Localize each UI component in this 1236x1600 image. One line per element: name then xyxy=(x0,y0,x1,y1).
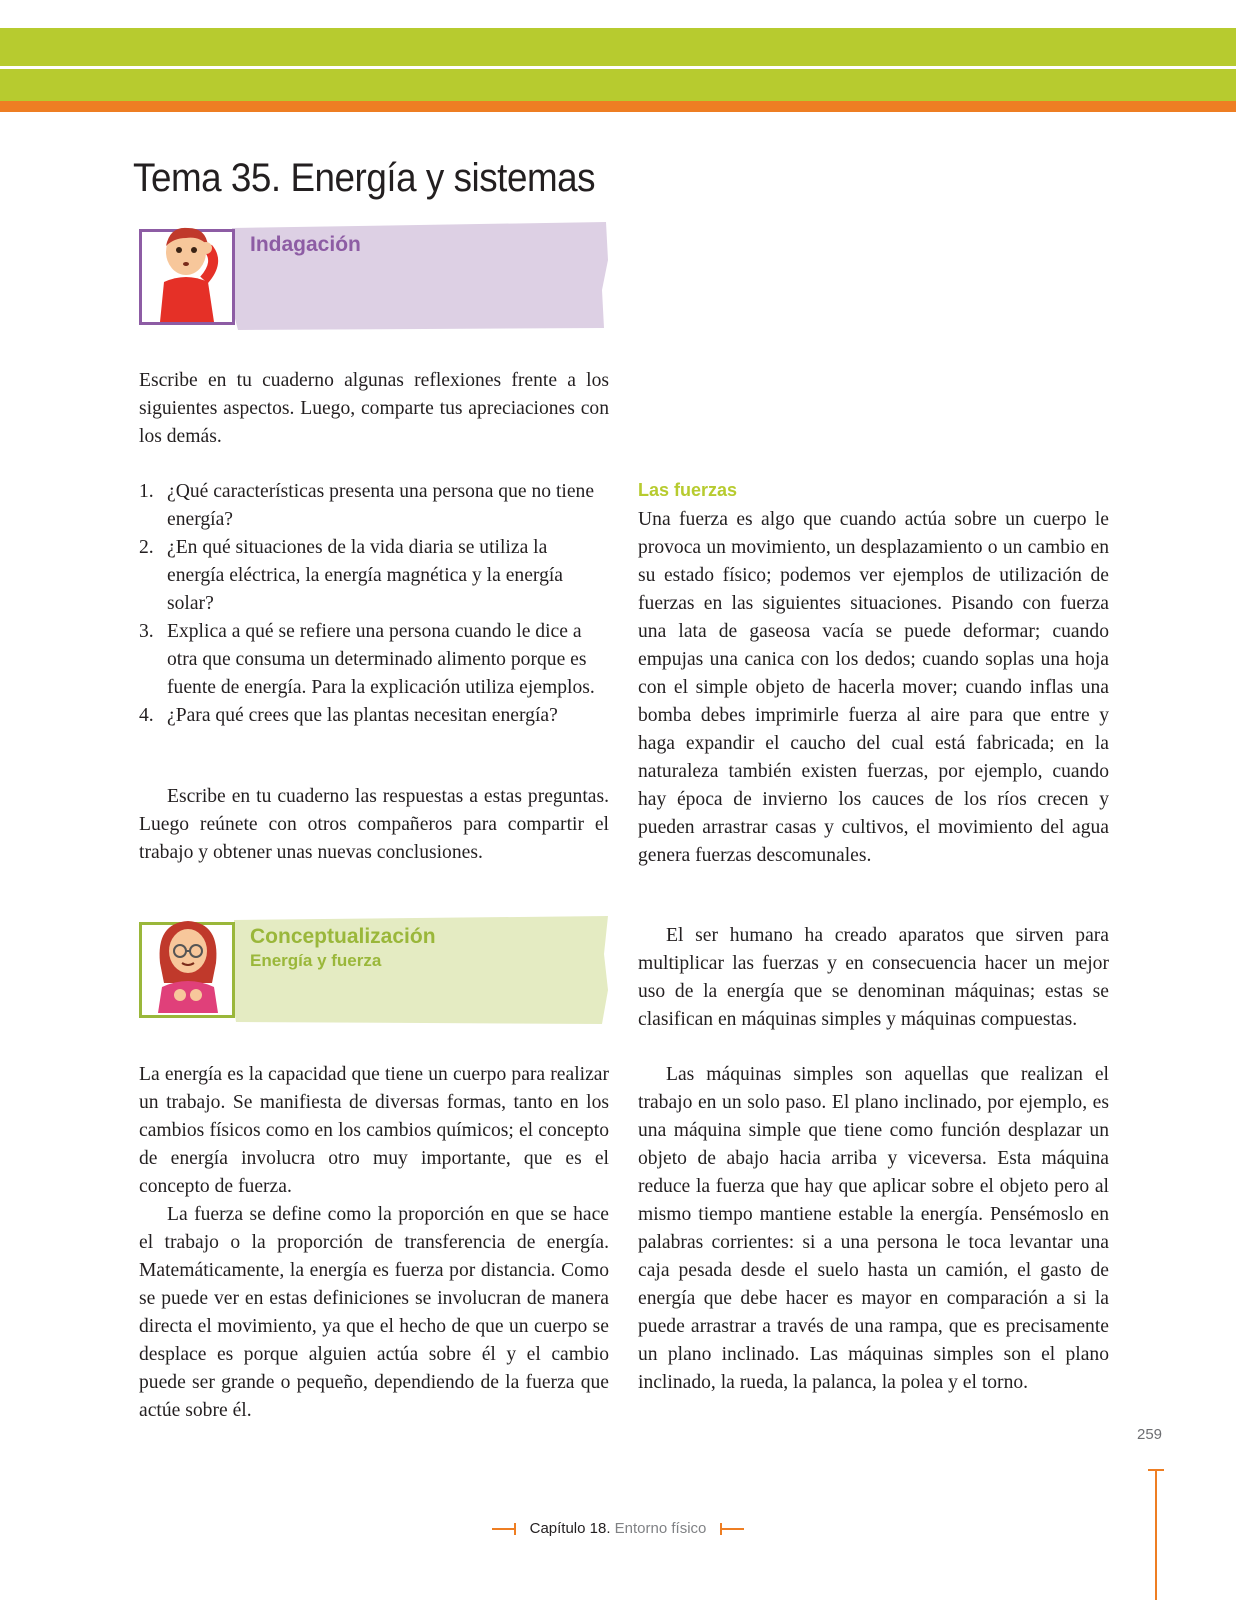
footer-left-dash xyxy=(492,1528,516,1530)
footer-topic: Entorno físico xyxy=(614,1520,707,1537)
conceptualizacion-paragraph-2: La fuerza se define como la proporción en que se hace el trabajo o la proporción de transferencia de energía. Matemáticamente, la energía es fuerza por distancia. Como se puede ver en estas definiciones se involucran de manera directa el movimiento, ya que el hecho de que un cuerpo se desplace es porque alguien actúa sobre él y el cambio puede ser grande o pequeño, dependiendo de la fuerza que actúe sobre él. xyxy=(139,1204,609,1421)
conceptualizacion-subheading: Energía y fuerza xyxy=(250,951,382,970)
fuerzas-paragraph-3: Las máquinas simples son aquellas que realizan el trabajo en un solo paso. El plano inclinado, por ejemplo, es una máquina simple que tiene como función desplazar un objeto de abajo hacia arriba y viceversa. Esta máquina reduce la fuerza que hay que aplicar sobre el objeto pero al mismo tiempo mantiene estable la energía. Pensémoslo en palabras corrientes: si a una persona le toca levantar una caja pesada desde el suelo hasta un camión, el gasto de energía que debe hacer es mayor en comparación a si la puede arrastrar a través de una rampa, que es precisamente un plano inclinado. Las máquinas simples son el plano inclinado, la rueda, la palanca, la polea y el torno. xyxy=(638,1064,1109,1393)
indagacion-closing: Escribe en tu cuaderno las respuestas a estas preguntas. Luego reúnete con otros compañeros para compartir el trabajo y obtener unas nuevas conclusiones. xyxy=(139,786,609,863)
fuerzas-paragraph-2: El ser humano ha creado aparatos que sirven para multiplicar las fuerzas y en consecuencia hacer un mejor uso de la energía que se denominan máquinas; estas se clasifican en máquinas simples y máquinas compuestas. xyxy=(638,925,1109,1030)
conceptualizacion-heading: Conceptualización xyxy=(250,925,436,948)
indagacion-heading: Indagación xyxy=(250,233,361,256)
fuerzas-heading: Las fuerzas xyxy=(638,480,738,500)
conceptualizacion-paragraph-1: La energía es la capacidad que tiene un cuerpo para realizar un trabajo. Se manifiesta de diversas formas, tanto en los cambios físicos como en los cambios químicos; el concepto de energía involucra otro muy importante, que es el concepto de fuerza. xyxy=(139,1064,609,1197)
footer xyxy=(0,1520,1236,1537)
conceptualizacion-avatar-frame xyxy=(139,922,235,1018)
list-item: 1. ¿Qué características presenta una persona que no tiene energía? xyxy=(139,481,595,530)
footer-chapter: Capítulo 18. xyxy=(529,1520,611,1537)
girl-with-glasses-icon xyxy=(142,913,234,1013)
indagacion-avatar-frame xyxy=(139,229,235,325)
page-title: Tema 35. Energía y sistemas xyxy=(133,156,596,200)
indagacion-intro: Escribe en tu cuaderno algunas reflexiones frente a los siguientes aspectos. Luego, comparte tus apreciaciones con los demás. xyxy=(139,370,609,447)
list-item: 3. Explica a qué se refiere una persona cuando le dice a otra que consuma un determinado alimento porque es fuente de energía. Para la explicación utiliza ejemplos. xyxy=(139,621,595,698)
thinking-boy-icon xyxy=(142,222,234,322)
header-band xyxy=(0,28,1236,66)
header-accent-stripe xyxy=(0,101,1236,112)
fuerzas-paragraph-1: Una fuerza es algo que cuando actúa sobre un cuerpo le provoca un movimiento, un desplazamiento o un cambio en su estado físico; podemos ver ejemplos de utilización de fuerzas en las siguientes situaciones. Pisando con fuerza una lata de gaseosa vacía se puede deformar; cuando empujas una canica con los dedos; cuando soplas una hoja con el simple objeto de hacerla mover; cuando inflas una bomba debes imprimirle fuerza al aire para que entre y haga expandir el caucho del cual está fabricada; en la naturaleza también existen fuerzas, por ejemplo, cuando hay época de invierno los cauces de los ríos crecen y pueden arrastrar casas y cultivos, el movimiento del agua genera fuerzas descomunales. xyxy=(638,509,1109,866)
footer-right-dash xyxy=(720,1528,744,1530)
questions-list xyxy=(139,478,609,730)
header-band-lower xyxy=(0,69,1236,101)
list-item: 4. ¿Para qué crees que las plantas necesitan energía? xyxy=(139,705,558,726)
list-item: 2. ¿En qué situaciones de la vida diaria se utiliza la energía eléctrica, la energía magnética y la energía solar? xyxy=(139,537,564,614)
page-number: 259 xyxy=(1137,1426,1163,1443)
